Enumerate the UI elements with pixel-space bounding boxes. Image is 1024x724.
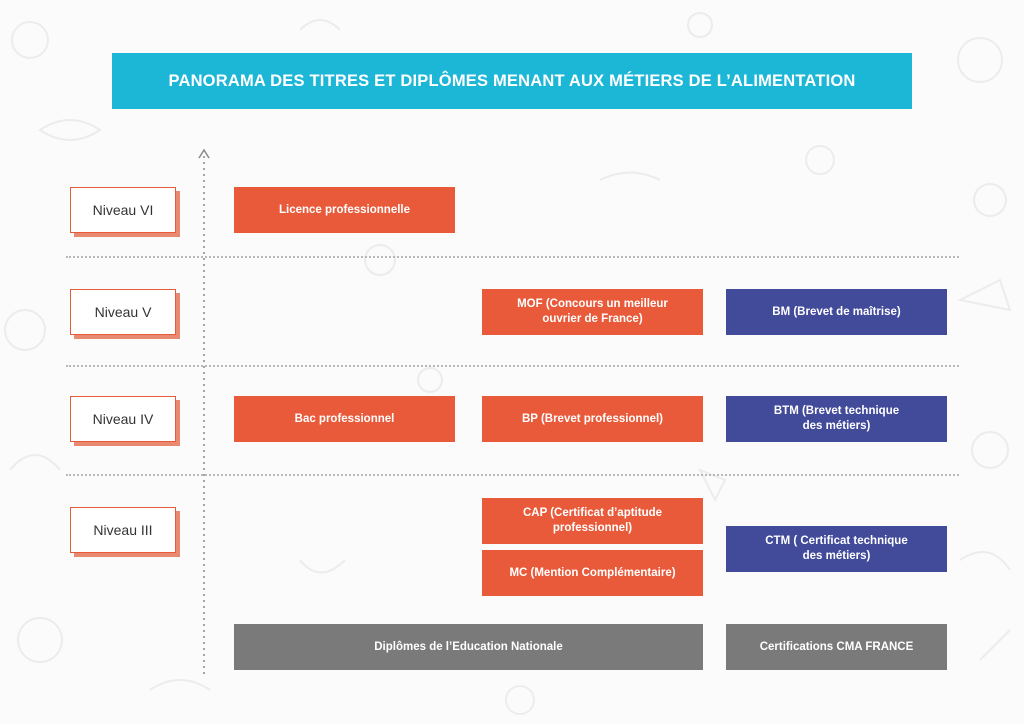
- diploma-bm: BM (Brevet de maîtrise): [726, 289, 947, 335]
- level-label-vi-text: Niveau VI: [92, 202, 154, 218]
- category-education-nationale: Diplômes de l’Education Nationale: [234, 624, 703, 670]
- diagram-title: PANORAMA DES TITRES ET DIPLÔMES MENANT AUX MÉTIERS DE L’ALIMENTATION: [168, 71, 856, 90]
- level-divider-iv-iii: [66, 474, 959, 476]
- level-label-v: [70, 289, 176, 335]
- level-label-vi: [70, 187, 176, 233]
- diploma-cap: CAP (Certificat d’aptitude professionnel): [482, 498, 703, 544]
- level-divider-vi-v: [66, 256, 959, 258]
- diploma-ctm: CTM ( Certificat technique des métiers): [726, 526, 947, 572]
- diploma-mc: MC (Mention Complémentaire): [482, 550, 703, 596]
- level-label-iv-text: Niveau IV: [92, 411, 154, 427]
- level-label-iii-text: Niveau III: [93, 522, 153, 538]
- diploma-btm: BTM (Brevet technique des métiers): [726, 396, 947, 442]
- level-label-iv: [70, 396, 176, 442]
- vertical-level-axis: [196, 146, 212, 676]
- level-label-iii: [70, 507, 176, 553]
- category-cma-france: Certifications CMA FRANCE: [726, 624, 947, 670]
- level-label-v-text: Niveau V: [94, 304, 152, 320]
- diploma-bac-professionnel: Bac professionnel: [234, 396, 455, 442]
- title-banner: [112, 53, 912, 109]
- diploma-mof: MOF (Concours un meilleur ouvrier de France): [482, 289, 703, 335]
- level-divider-v-iv: [66, 365, 959, 367]
- diploma-bp: BP (Brevet professionnel): [482, 396, 703, 442]
- diploma-licence-professionnelle: Licence professionnelle: [234, 187, 455, 233]
